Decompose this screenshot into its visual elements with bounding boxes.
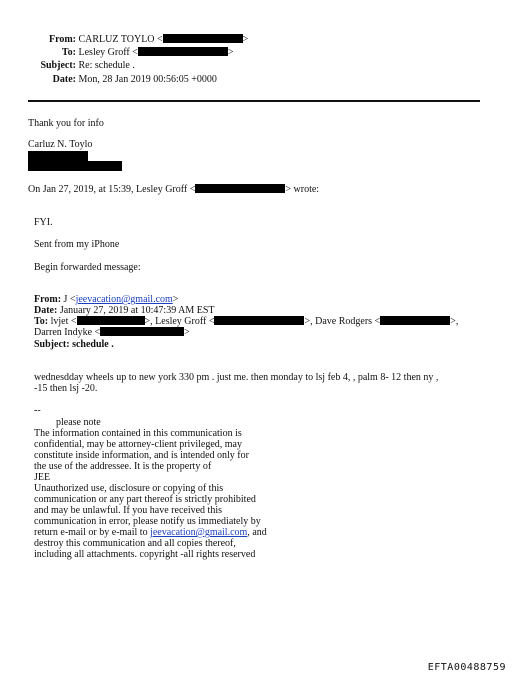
inner-to-d: >, (450, 316, 459, 327)
redaction-block (380, 316, 450, 325)
document-id: EFTA00488759 (427, 662, 506, 673)
redaction-block (163, 34, 243, 43)
inner-to-row (34, 316, 458, 327)
signature-redaction-2 (28, 161, 122, 173)
fwd-begin: Begin forwarded message: (34, 262, 141, 273)
return-email-link[interactable]: jeevacation@gmail.com (150, 527, 248, 538)
redaction-block (214, 316, 304, 325)
header-from-label: From: (48, 34, 76, 45)
disclaimer-line: The information contained in this communication is (34, 428, 242, 439)
inner-from-row (34, 294, 178, 305)
disclaimer-line: constitute inside information, and is intended only for (34, 450, 249, 461)
header-date-label: Date: (52, 74, 76, 85)
header-to-value: Lesley Groff < (78, 47, 138, 58)
quote-intro (28, 184, 319, 195)
header-divider (28, 100, 480, 102)
inner-subject-row (34, 339, 114, 350)
redaction-block (100, 327, 184, 336)
return-suffix: , and (247, 527, 267, 538)
inner-subject-value: schedule . (72, 339, 114, 350)
inner-date-label: Date: (34, 305, 58, 316)
header-from-row (36, 34, 248, 45)
header-date-row (36, 74, 217, 85)
disclaimer-line: communication in error, please notify us immediately by (34, 516, 261, 527)
reply-thanks: Thank you for info (28, 118, 104, 129)
header-to-label: To: (61, 47, 76, 58)
fwd-sent-from: Sent from my iPhone (34, 239, 120, 250)
quote-intro-end: > wrote: (285, 184, 320, 195)
header-subject-label: Subject: (40, 60, 76, 71)
disclaimer-return-line (34, 527, 267, 538)
inner-subject-label: Subject: (34, 339, 70, 350)
header-to-row (36, 47, 233, 58)
inner-to-c: >, Dave Rodgers < (304, 316, 381, 327)
quote-intro-text: On Jan 27, 2019, at 15:39, Lesley Groff < (28, 184, 196, 195)
disclaimer-line: destroy this communication and all copies thereof, (34, 538, 236, 549)
inner-to-label: To: (34, 316, 49, 327)
header-subject-value: Re: schedule . (78, 60, 135, 71)
header-date-value: Mon, 28 Jan 2019 00:56:05 +0000 (78, 74, 217, 85)
redaction-block (77, 316, 145, 325)
body-line-1: wednesdday wheels up to new york 330 pm . just me. then monday to lsj feb 4, , palm 8- 12 then ny , (34, 372, 439, 383)
redaction-block (138, 47, 228, 56)
signature-name: Carluz N. Toylo (28, 139, 93, 150)
inner-from-prefix: J < (63, 294, 76, 305)
header-to-close: > (227, 47, 234, 58)
disclaimer-line: and may be unlawful. If you have received this (34, 505, 222, 516)
inner-date-value: January 27, 2019 at 10:47:39 AM EST (59, 305, 215, 316)
return-prefix: return e-mail or by e-mail to (34, 527, 151, 538)
body-sep: -- (34, 405, 41, 416)
disclaimer-line: communication or any part thereof is strictly prohibited (34, 494, 256, 505)
body-line-2: -15 then lsj -20. (34, 383, 98, 394)
redaction-block (195, 184, 285, 193)
inner-to-f: > (184, 327, 190, 338)
inner-to-a: lvjet < (50, 316, 77, 327)
inner-from-suffix: > (172, 294, 179, 305)
header-from-close: > (242, 34, 249, 45)
fwd-fyi: FYI. (34, 217, 53, 228)
inner-to-b: >, Lesley Groff < (144, 316, 215, 327)
disclaimer-line: including all attachments. copyright -all rights reserved (34, 549, 256, 560)
disclaimer-line: the use of the addressee. It is the property of (34, 461, 212, 472)
disclaimer (34, 428, 267, 560)
disclaimer-line: confidential, may be attorney-client privileged, may (34, 439, 242, 450)
inner-date-row (34, 305, 215, 316)
inner-to-row-2 (34, 327, 190, 338)
inner-to-e: Darren Indyke < (34, 327, 101, 338)
disclaimer-line: Unauthorized use, disclosure or copying of this (34, 483, 224, 494)
please-note: please note (56, 417, 101, 428)
header-subject-row (36, 60, 135, 71)
inner-from-label: From: (34, 294, 62, 305)
header-from-value: CARLUZ TOYLO < (78, 34, 163, 45)
disclaimer-line: JEE (34, 472, 51, 483)
inner-from-email-link[interactable]: jeevacation@gmail.com (75, 294, 173, 305)
